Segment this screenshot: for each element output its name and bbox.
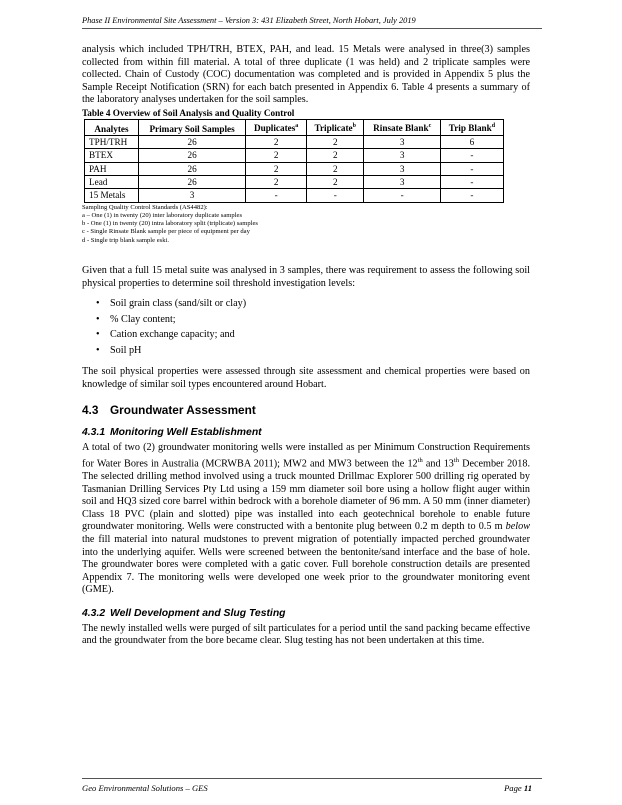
table-row xyxy=(85,162,504,175)
section-heading-4-3-2: 4.3.2 Well Development and Slug Testing xyxy=(82,607,286,619)
table-cell: 26 xyxy=(138,136,245,149)
footer-company: Geo Environmental Solutions – GES xyxy=(82,783,208,793)
col-header: Primary Soil Samples xyxy=(138,119,245,135)
table-cell: 2 xyxy=(307,175,364,188)
table-cell: 2 xyxy=(246,136,307,149)
table-note: Sampling Quality Control Standards (AS4482): xyxy=(82,203,208,211)
table-row xyxy=(85,189,504,202)
table-cell: 26 xyxy=(138,175,245,188)
table-cell: 2 xyxy=(246,162,307,175)
table-cell: PAH xyxy=(85,162,139,175)
table-cell: - xyxy=(440,175,503,188)
list-item: • Soil pH xyxy=(110,343,530,359)
table-note: a – One (1) in twenty (20) inter laboratory duplicate samples xyxy=(82,211,243,219)
well-development-paragraph: The newly installed wells were purged of silt particulates for a period until the sand packing became effective and the groundwater from the bore became clear. Slug testing has not been undertaken at this time. xyxy=(82,622,530,647)
list-item: • % Clay content; xyxy=(110,312,530,328)
page-footer xyxy=(82,778,542,793)
list-item: • Cation exchange capacity; and xyxy=(110,327,530,343)
page-content xyxy=(82,44,530,648)
col-header: Analytes xyxy=(85,119,139,135)
table-cell: - xyxy=(246,189,307,202)
table-cell: 2 xyxy=(307,162,364,175)
table-cell: 2 xyxy=(246,175,307,188)
table-cell: - xyxy=(440,162,503,175)
table-cell: 2 xyxy=(307,136,364,149)
table-cell: TPH/TRH xyxy=(85,136,139,149)
monitoring-well-paragraph: A total of two (2) groundwater monitoring wells were installed as per Minimum Construction Requirements for Water Bores in Australia (MCRWBA 2011); MW2 and MW3 between the 12th and 13th December 2018. The selected drilling method involved using a truck mounted Drillmac Explorer 500 drilling rig operated by Tasmanian Drilling Services Pty Ltd using a 159 mm diameter soil bore using a hollow flight auger within soil and HQ3 sized core barrel within bedrock with a borehole diameter of 96 mm. A 50 mm (inner diameter) Class 18 PVC (plain and slotted) pipe was installed into each geotechnical borehole to enable future groundwater monitoring. Wells were constructed with a bentonite plug between 0.2 m depth to 0.5 m below the fill material into natural mudstones to prevent migration of potentially impacted perched groundwater into the underlying aquifer. Wells were screened between the bentonite/sand interface and the base of hole. The groundwater bores were completed with a gatic cover. Full borehole construction details are presented Appendix 7. The monitoring wells were developed one week prior to the groundwater monitoring event (GME). xyxy=(82,442,531,596)
table-cell: - xyxy=(307,189,364,202)
soil-analysis-table xyxy=(84,119,504,203)
table-cell: 3 xyxy=(364,175,440,188)
page-number: Page 11 xyxy=(504,783,532,793)
col-header: Triplicate$^b$ xyxy=(307,119,364,135)
table-cell: 26 xyxy=(138,149,245,162)
section-heading-4-3: 4.3 Groundwater Assessment xyxy=(82,403,256,418)
table-row xyxy=(85,136,504,149)
table-cell: - xyxy=(440,149,503,162)
table-row xyxy=(85,149,504,162)
table-caption: Table 4 Overview of Soil Analysis and Quality Control xyxy=(82,107,295,118)
soil-properties-paragraph: Given that a full 15 metal suite was analysed in 3 samples, there was requirement to assess the following soil physical properties to determine soil threshold investigation levels: xyxy=(82,265,530,289)
table-cell: Lead xyxy=(85,175,139,188)
col-header: Rinsate Blank$^c$ xyxy=(364,119,440,135)
table-cell: 15 Metals xyxy=(85,189,139,202)
soil-assessment-paragraph: The soil physical properties were assessed through site assessment and chemical properties were based on knowledge of similar soil types encountered around Hobart. xyxy=(82,366,530,390)
table-header-row xyxy=(85,119,504,135)
col-header: Duplicates$^a$ xyxy=(246,119,307,135)
table-cell: 3 xyxy=(364,162,440,175)
table-row xyxy=(85,175,504,188)
page-header: Phase II Environmental Site Assessment – Version 3: 431 Elizabeth Street, North Hobart, July 2019 xyxy=(82,16,542,29)
col-header: Trip Blank$^d$ xyxy=(440,119,503,135)
table-cell: 3 xyxy=(364,149,440,162)
table-cell: - xyxy=(364,189,440,202)
table-notes xyxy=(82,204,530,245)
table-cell: 3 xyxy=(364,136,440,149)
list-item: • Soil grain class (sand/silt or clay) xyxy=(110,296,530,312)
table-cell: - xyxy=(440,189,503,202)
section-heading-4-3-1: 4.3.1 Monitoring Well Establishment xyxy=(82,427,262,439)
table-cell: BTEX xyxy=(85,149,139,162)
table-cell: 2 xyxy=(246,149,307,162)
table-cell: 6 xyxy=(440,136,503,149)
intro-paragraph: analysis which included TPH/TRH, BTEX, PAH, and lead. 15 Metals were analysed in three(3) samples collected from within fill material. A total of three duplicate (1 was held) and 2 triplicate samples were collected. Chain of Custody (COC) documentation was completed and is provided in Appendix 5 plus the Sample Receipt Notification (SRN) for each batch presented in Appendix 6. Table 4 presents a summary of the laboratory analyses undertaken for the soil samples. xyxy=(82,44,530,106)
table-body xyxy=(85,136,504,202)
table-note: d - Single trip blank sample eski. xyxy=(82,236,169,244)
table-note: b - One (1) in twenty (20) intra laboratory split (triplicate) samples xyxy=(82,220,258,228)
table-cell: 2 xyxy=(307,149,364,162)
soil-properties-list xyxy=(82,296,530,358)
table-note: c - Single Rinsate Blank sample per piece of equipment per day xyxy=(82,228,250,236)
table-cell: 3 xyxy=(138,189,245,202)
table-cell: 26 xyxy=(138,162,245,175)
